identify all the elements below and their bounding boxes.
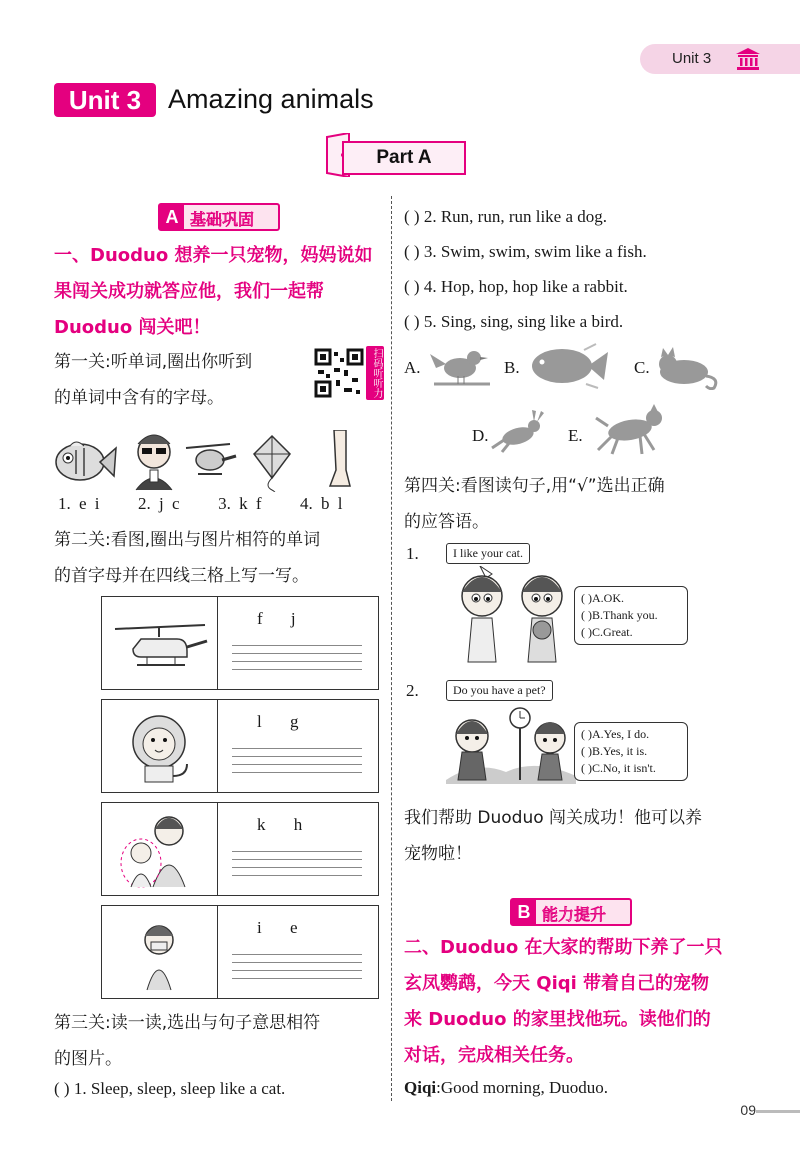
level-3-item[interactable]: ( ) 3. Swim, swim, swim like a fish. bbox=[404, 242, 647, 261]
level-3-line: 第三关:读一读,选出与句子意思相符 bbox=[54, 1013, 321, 1033]
level-1-item: 2. j c bbox=[138, 494, 180, 513]
task-1-line: 果闯关成功就答应他，我们一起帮 bbox=[54, 281, 324, 302]
sleeping-cat-picture bbox=[652, 344, 722, 390]
level-4-instructions bbox=[404, 468, 744, 540]
answer-option[interactable]: ( )C.No, it isn't. bbox=[581, 761, 656, 775]
unit-header-tab bbox=[640, 44, 800, 74]
section-b-badge bbox=[510, 898, 632, 926]
fish-swimming-picture bbox=[524, 340, 614, 390]
level-4-line: 第四关:看图读句子,用“√”选出正确 bbox=[404, 476, 665, 496]
level-1-item: 3. k f bbox=[218, 494, 262, 513]
level-3-items-list bbox=[404, 199, 647, 339]
four-line-grid[interactable] bbox=[232, 851, 362, 883]
kids-picture bbox=[107, 807, 212, 891]
page-number-rule bbox=[756, 1110, 800, 1113]
dialog-2-number: 2. bbox=[406, 681, 419, 700]
speech-bubble-text: I like your cat. bbox=[446, 543, 530, 564]
rabbit-picture bbox=[490, 410, 550, 454]
four-line-grid[interactable] bbox=[232, 954, 362, 986]
task-2-line: 对话，完成相关任务。 bbox=[404, 1045, 584, 1066]
level-3-item[interactable]: ( ) 5. Sing, sing, sing like a bird. bbox=[404, 312, 624, 331]
answer-option[interactable]: ( )A.OK. bbox=[581, 591, 624, 605]
level-1-items bbox=[58, 494, 342, 514]
task-2-heading bbox=[404, 930, 744, 1074]
level-2-letters[interactable]: f j bbox=[257, 609, 308, 628]
part-title: Part A bbox=[342, 141, 466, 175]
level-2-row bbox=[101, 699, 379, 793]
unit-badge: Unit 3 bbox=[54, 83, 156, 117]
level-1-item: 4. b l bbox=[299, 494, 343, 513]
column-divider bbox=[391, 196, 392, 1101]
dialog-2-bubble bbox=[446, 680, 553, 701]
header-unit-label: Unit 3 bbox=[672, 50, 712, 67]
helicopter-picture bbox=[107, 601, 212, 685]
four-line-grid[interactable] bbox=[232, 748, 362, 780]
building-icon bbox=[735, 47, 761, 71]
page-number: 09 bbox=[740, 1102, 756, 1118]
dialog-1-bubble bbox=[446, 543, 530, 564]
level-4-line: 的应答语。 bbox=[404, 512, 489, 532]
level-2-line: 第二关:看图,圈出与图片相符的单词 bbox=[54, 530, 321, 550]
section-a-label: 基础巩固 bbox=[190, 210, 255, 229]
level-1-instructions bbox=[54, 344, 314, 416]
dialog-line bbox=[404, 1078, 608, 1098]
level-2-row bbox=[101, 802, 379, 896]
level-3-line: 的图片。 bbox=[54, 1049, 122, 1069]
dialog-text: :Good morning, Duoduo. bbox=[436, 1078, 609, 1097]
task-1-line: Duoduo 闯关吧！ bbox=[54, 317, 211, 338]
bird-picture bbox=[424, 344, 494, 390]
level-1-line: 第一关:听单词,圈出你听到 bbox=[54, 352, 253, 372]
level-2-row bbox=[101, 905, 379, 999]
task-2-line: 玄凤鹦鹉，今天 Qiqi 带着自己的宠物 bbox=[404, 973, 710, 994]
option-d-label: D. bbox=[472, 426, 489, 445]
task-1-line: 一、Duoduo 想养一只宠物，妈妈说如 bbox=[54, 245, 373, 266]
dialog-2-picture bbox=[446, 704, 576, 784]
dialog-1-picture bbox=[450, 566, 580, 666]
level-2-letters[interactable]: k h bbox=[257, 815, 315, 834]
unit-title: Amazing animals bbox=[168, 84, 374, 114]
fish-picture bbox=[56, 442, 116, 480]
leg-picture bbox=[330, 430, 350, 486]
level-2-line: 的首字母并在四线三格上写一写。 bbox=[54, 566, 309, 586]
level-2-row bbox=[101, 596, 379, 690]
task-1-heading bbox=[54, 238, 384, 346]
option-c-label: C. bbox=[634, 358, 650, 377]
speech-bubble-text: Do you have a pet? bbox=[446, 680, 553, 701]
dialog-2-options bbox=[574, 722, 688, 781]
section-a-letter: A bbox=[160, 205, 184, 229]
level-1-line: 的单词中含有的字母。 bbox=[54, 388, 224, 408]
answer-option[interactable]: ( )B.Thank you. bbox=[581, 608, 658, 622]
girl-picture bbox=[107, 910, 212, 994]
speaker-name: Qiqi bbox=[404, 1078, 437, 1097]
dialog-1-number: 1. bbox=[406, 544, 419, 563]
success-text bbox=[404, 800, 744, 872]
task-2-line: 二、Duoduo 在大家的帮助下养了一只 bbox=[404, 937, 723, 958]
helicopter-small-picture bbox=[186, 444, 236, 474]
qr-code[interactable] bbox=[314, 348, 364, 398]
level-2-instructions bbox=[54, 522, 388, 594]
level-2-letters[interactable]: i e bbox=[257, 918, 310, 937]
level-3-instructions bbox=[54, 1005, 388, 1077]
option-b-label: B. bbox=[504, 358, 520, 377]
option-a-label: A. bbox=[404, 358, 421, 377]
task-2-line: 来 Duoduo 的家里找他玩。读他们的 bbox=[404, 1009, 711, 1030]
section-a-badge bbox=[158, 203, 280, 231]
qr-label: 扫码听听力 bbox=[366, 346, 384, 400]
section-b-label: 能力提升 bbox=[542, 905, 607, 924]
level-1-item: 1. e i bbox=[58, 494, 100, 513]
dialog-1-options bbox=[574, 586, 688, 645]
running-dog-picture bbox=[594, 404, 670, 456]
kite-picture bbox=[254, 436, 290, 492]
level-3-item[interactable]: ( ) 1. Sleep, sleep, sleep like a cat. bbox=[54, 1079, 286, 1098]
option-e-label: E. bbox=[568, 426, 583, 445]
level-2-letters[interactable]: l g bbox=[257, 712, 311, 731]
level-3-item[interactable]: ( ) 4. Hop, hop, hop like a rabbit. bbox=[404, 277, 628, 296]
man-with-sunglasses-picture bbox=[136, 435, 172, 490]
level-3-item[interactable]: ( ) 2. Run, run, run like a dog. bbox=[404, 207, 608, 226]
four-line-grid[interactable] bbox=[232, 645, 362, 677]
answer-option[interactable]: ( )C.Great. bbox=[581, 625, 633, 639]
level-1-pictures bbox=[50, 430, 390, 492]
success-line: 我们帮助 Duoduo 闯关成功！他可以养 bbox=[404, 808, 703, 828]
lion-picture bbox=[107, 704, 212, 788]
answer-option[interactable]: ( )A.Yes, I do. bbox=[581, 727, 650, 741]
success-line: 宠物啦！ bbox=[404, 844, 472, 864]
answer-option[interactable]: ( )B.Yes, it is. bbox=[581, 744, 648, 758]
section-b-letter: B bbox=[512, 900, 536, 924]
